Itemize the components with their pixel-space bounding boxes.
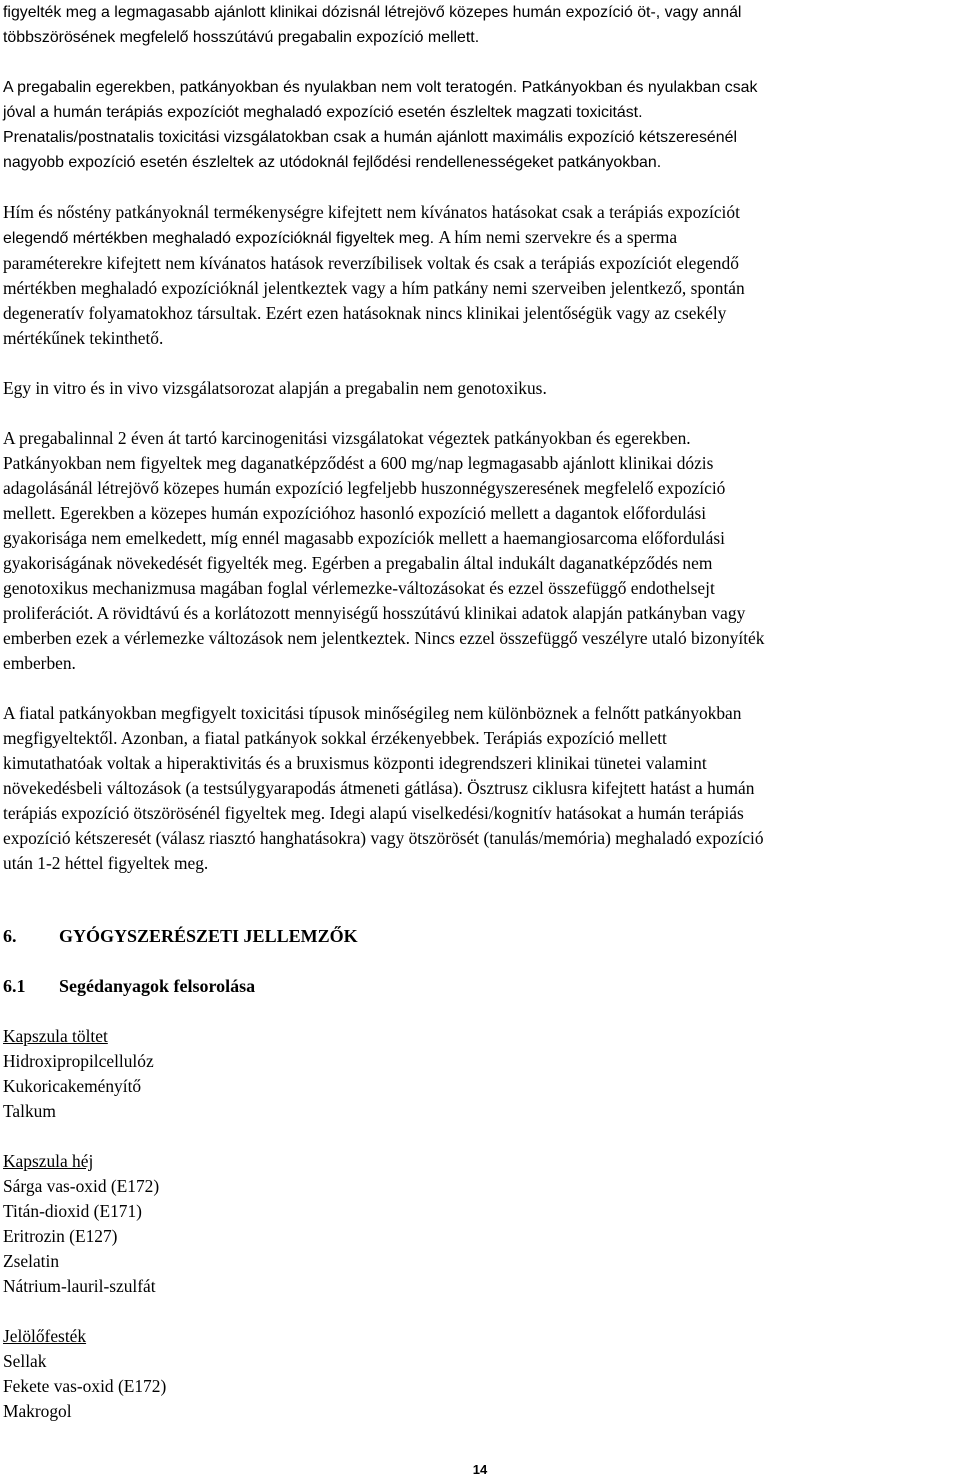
list-item: Titán-dioxid (E171) <box>3 1201 142 1221</box>
text-line: nagyobb expozíció esetén észleltek az utódoknál fejlődési rendellenességeket patkányokban. <box>3 154 662 171</box>
text-line: terápiás expozíció ötszörösénél figyeltek meg. Idegi alapú viselkedési/kognitív hatásokat a humán terápiás <box>3 803 744 823</box>
excipient-group-printing-ink <box>3 1324 953 1424</box>
text-line: gyakoriságának növekedését figyelték meg. Egérben a pregabalin által indukált daganatképződés nem <box>3 553 713 573</box>
text-line: mértékűnek tekinthető. <box>3 328 164 348</box>
list-item: Sárga vas-oxid (E172) <box>3 1176 160 1196</box>
text-line: után 1-2 héttel figyeltek meg. <box>3 853 209 873</box>
list-item: Fekete vas-oxid (E172) <box>3 1376 167 1396</box>
list-item: Nátrium-lauril-szulfát <box>3 1276 156 1296</box>
text-line: gyakorisága nem emelkedett, míg ennél magasabb expozíciók mellett a haemangiosarcoma előfordulási <box>3 528 725 548</box>
group-title: Jelölőfesték <box>3 1326 87 1346</box>
paragraph-fertility <box>3 200 953 351</box>
text-line-part: elegendő mértékben meghaladó expozícióknál figyeltek meg. <box>3 230 439 247</box>
text-line: Patkányokban nem figyeltek meg daganatképződést a 600 mg/nap legmagasabb ajánlott klinikai dózis <box>3 453 714 473</box>
text-line: jóval a humán terápiás expozíciót meghaladó expozíció esetén észleltek magzati toxicitást. <box>3 104 643 121</box>
list-item: Eritrozin (E127) <box>3 1226 118 1246</box>
text-line: genotoxikus mechanizmusa magában foglal vérlemezke-változásokat és ezzel összefüggő endothelsejt <box>3 578 715 598</box>
text-line: adagolásánál létrejövő közepes humán expozíció legfeljebb huszonnégyszeresének megfelelő expozíció <box>3 478 726 498</box>
section-title: Segédanyagok felsorolása <box>59 976 256 996</box>
text-line <box>3 225 953 251</box>
text-line: növekedésbeli változások (a testsúlygyarapodás átmeneti gátlása). Ösztrusz ciklusra kifejtett hatást a humán <box>3 778 755 798</box>
text-line: A fiatal patkányokban megfigyelt toxicitási típusok minőségileg nem különböznek a felnőtt patkányokban <box>3 703 742 723</box>
section-heading-6-1 <box>3 974 953 999</box>
section-title: GYÓGYSZERÉSZETI JELLEMZŐK <box>59 926 358 946</box>
list-item: Hidroxipropilcellulóz <box>3 1051 154 1071</box>
list-item: Zselatin <box>3 1251 60 1271</box>
text-line: proliferációt. A rövidtávú és a korlátozott mennyiségű hosszútávú klinikai adatok alapján patkányban vagy <box>3 603 746 623</box>
text-line: figyelték meg a legmagasabb ajánlott klinikai dózisnál létrejövő közepes humán expozíció öt-, vagy annál <box>3 4 742 21</box>
list-item: Kukoricakeményítő <box>3 1076 142 1096</box>
excipient-group-capsule-fill <box>3 1024 953 1124</box>
text-line: Prenatalis/postnatalis toxicitási vizsgálatokban csak a humán ajánlott maximális expozíció kétszeresénél <box>3 129 737 146</box>
text-line-part: A hím nemi szervekre és a sperma <box>438 227 678 247</box>
section-heading-6 <box>3 924 953 949</box>
text-line: megfigyeltektől. Azonban, a fiatal patkányok sokkal érzékenyebbek. Terápiás expozíció mellett <box>3 728 667 748</box>
paragraph-juvenile-toxicity <box>3 701 953 876</box>
text-line: A pregabalinnal 2 éven át tartó karcinogenitási vizsgálatokat végeztek patkányokban és egerekben. <box>3 428 691 448</box>
text-line: mértékben meghaladó expozícióknál jelentkeztek vagy a hím patkány nemi szerveiben jelentkező, spontán <box>3 278 745 298</box>
text-line: emberben. <box>3 653 76 673</box>
text-line: többszörösének megfelelő hosszútávú pregabalin expozíció mellett. <box>3 29 480 46</box>
paragraph-genotoxicity <box>3 376 953 401</box>
text-line: paraméterekre kifejtett nem kívánatos hatások reverzíbilisek voltak és csak a terápiás expozíciót elegendő <box>3 253 739 273</box>
section-number: 6.1 <box>3 976 26 996</box>
text-line: degeneratív folyamatokhoz társultak. Ezért ezen hatásoknak nincs klinikai jelentőségük vagy az csekély <box>3 303 727 323</box>
group-title: Kapszula töltet <box>3 1026 108 1046</box>
text-line: expozíció kétszeresét (válasz riasztó hanghatásokra) vagy ötszörösét (tanulás/memória) meghaladó expozíció <box>3 828 764 848</box>
section-number: 6. <box>3 926 17 946</box>
page-number: 14 <box>472 1462 488 1477</box>
text-line: kimutathatóak voltak a hiperaktivitás és a bruxismus központi idegrendszeri klinikai tünetei valamint <box>3 753 707 773</box>
text-line: mellett. Egerekben a közepes humán expozícióhoz hasonló expozíció mellett a dagantok előfordulási <box>3 503 707 523</box>
paragraph-pharmacokinetic-continuation <box>3 0 953 50</box>
text-line: Hím és nőstény patkányoknál termékenységre kifejtett nem kívánatos hatásokat csak a terápiás expozíciót <box>3 202 740 222</box>
list-item: Sellak <box>3 1351 47 1371</box>
text-line: emberben ezek a vérlemezke változások nem jelentkeztek. Nincs ezzel összefüggő veszélyre utaló bizonyíték <box>3 628 765 648</box>
list-item: Talkum <box>3 1101 56 1121</box>
group-title: Kapszula héj <box>3 1151 94 1171</box>
excipient-group-capsule-shell <box>3 1149 953 1299</box>
text-line: Egy in vitro és in vivo vizsgálatsorozat alapján a pregabalin nem genotoxikus. <box>3 378 547 398</box>
list-item: Makrogol <box>3 1401 72 1421</box>
text-line: A pregabalin egerekben, patkányokban és nyulakban nem volt teratogén. Patkányokban és nyulakban csak <box>3 79 758 96</box>
paragraph-teratogenicity <box>3 75 953 175</box>
document-page <box>3 0 953 1424</box>
paragraph-carcinogenicity <box>3 426 953 676</box>
